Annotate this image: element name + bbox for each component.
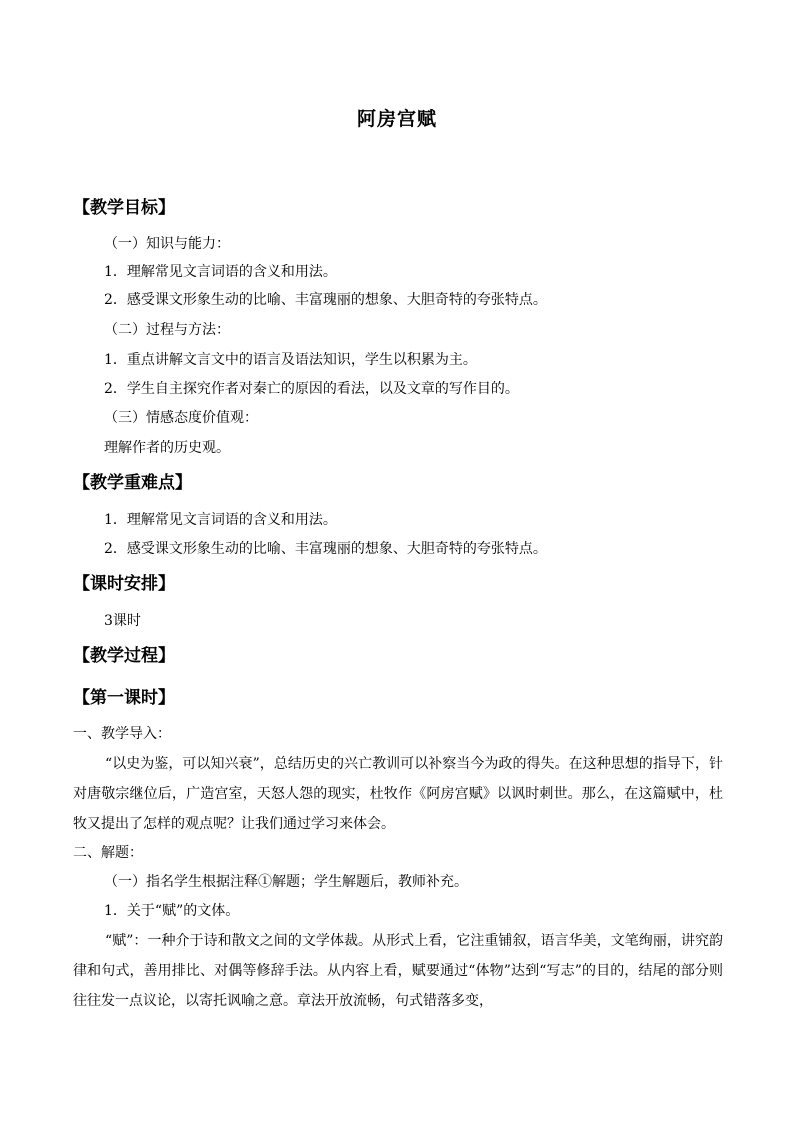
document-title: 阿房宫赋 [356, 108, 437, 130]
goals-sub-knowledge: （一）知识与能力： [104, 236, 230, 252]
lesson1-part2-item1: 1．关于“赋”的文体。 [104, 903, 240, 919]
section-heading-schedule: 【课时安排】 [73, 574, 175, 594]
lesson1-part1-paragraph [73, 749, 723, 839]
schedule-value: 3课时 [104, 613, 141, 629]
section-heading-goals: 【教学目标】 [73, 198, 175, 218]
lesson1-part2-title: 二、解题： [73, 845, 143, 861]
goals-sub-attitude: （三）情感态度价值观： [104, 410, 258, 426]
lesson1-part2-text: “赋”：一种介于诗和散文之间的文学体裁。从形式上看，它注重铺叙，语言华美，文笔绚丽，讲究韵律和句式，善用排比、对偶等修辞手法。从内容上看，赋要通过“体物”达到“写志”的目的，结尾的部分则往往发一点议论，以寄托讽喻之意。章法开放流畅，句式错落多变， [73, 933, 723, 1009]
goals-item-5: 理解作者的历史观。 [104, 440, 230, 456]
lesson1-part2-paragraph [73, 926, 723, 1016]
goals-sub-process: （二）过程与方法： [104, 322, 230, 338]
section-heading-process: 【教学过程】 [73, 646, 175, 666]
goals-item-1: 1．理解常见文言词语的含义和用法。 [104, 264, 337, 280]
goals-item-4: 2．学生自主探究作者对秦亡的原因的看法，以及文章的写作目的。 [104, 381, 519, 397]
key-points-item-2: 2．感受课文形象生动的比喻、丰富瑰丽的想象、大胆奇特的夸张特点。 [104, 541, 547, 557]
goals-item-2: 2．感受课文形象生动的比喻、丰富瑰丽的想象、大胆奇特的夸张特点。 [104, 292, 547, 308]
lesson1-part2-sub1: （一）指名学生根据注释①解题；学生解题后，教师补充。 [104, 874, 468, 890]
goals-item-3: 1．重点讲解文言文中的语言及语法知识，学生以积累为主。 [104, 352, 477, 368]
section-heading-key-points: 【教学重难点】 [73, 473, 192, 493]
lesson1-part1-title: 一、教学导入： [73, 726, 171, 742]
key-points-item-1: 1．理解常见文言词语的含义和用法。 [104, 512, 337, 528]
lesson1-part1-text: “以史为鉴，可以知兴衰”，总结历史的兴亡教训可以补察当今为政的得失。在这种思想的指导下，针对唐敬宗继位后，广造宫室，天怒人怨的现实，杜牧作《阿房宫赋》以讽时刺世。那么，在这篇赋中，杜牧又提出了怎样的观点呢？让我们通过学习来体会。 [73, 756, 723, 832]
section-heading-lesson-1: 【第一课时】 [73, 688, 175, 708]
